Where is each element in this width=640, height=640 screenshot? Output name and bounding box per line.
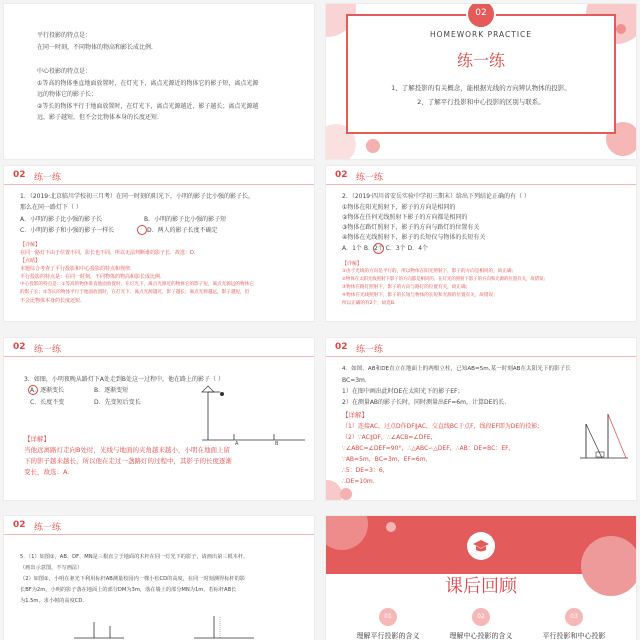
- question-line-2: BC=3m.: [342, 377, 367, 384]
- answer-line-5: ∴5：DE=3：6，: [342, 467, 389, 474]
- slide-header: [326, 338, 636, 357]
- slide-number: 02: [13, 520, 26, 530]
- point-b-label: B: [275, 441, 279, 447]
- option-a: A．逐渐变长: [30, 387, 65, 394]
- slide-title: 练一练: [356, 173, 384, 183]
- answer-line-2: 下的影子越来越长，所以他在走过一盏路灯的过程中，其影子的长度逐渐: [24, 457, 232, 465]
- answer-label: 【详解】: [20, 242, 41, 248]
- answer-line-1: 当他远离路灯走向B处时，光线与地面的夹角越来越小，小明在地面上留: [24, 446, 230, 454]
- answer-line-3: 平行投影的特点是：在同一时刻，不同物体的物高和影长成比例.: [20, 274, 162, 280]
- graduation-cap-icon: [467, 532, 495, 560]
- slide-title: 练一练: [356, 345, 384, 355]
- slide-review[interactable]: [326, 516, 636, 640]
- option-a: A．小明的影子比小强的影子长: [20, 216, 103, 223]
- answer-line-6: ∴DE=10m.: [342, 478, 375, 485]
- selected-answer-circle: [373, 243, 384, 254]
- slide-header: [326, 166, 636, 185]
- center-title: 中心投影的特点是：: [37, 68, 92, 75]
- center-line-1: ①等高的物体垂直地面放置时，在灯光下，离点光源近的物体它的影子短，离点光源: [37, 80, 259, 87]
- slide-header: [4, 516, 314, 535]
- pillars-diagram: [578, 408, 630, 464]
- answer-line-1: ①由于光线的方向是平行的，所以物体在阳光照射下，影子的方向是相同的，故正确；: [342, 269, 517, 274]
- point-number-3: 03: [570, 613, 578, 620]
- point-circle-3: [565, 608, 583, 626]
- answer-label: 【详解】: [342, 261, 363, 267]
- answer-line-1: （1）连接AC，过点D作DF∥AC，交直线BC于点F，线段EF即为DE的投影;: [342, 423, 540, 430]
- question-line-3: （2）如图②，小明在驱光下利用标杆AB测量校园内一棵小松CD的高度，在同一时刻测得标杆的影: [20, 576, 245, 582]
- statement-4: ④物体在光线照射下，影子的长短仅与物体的长短有关: [342, 234, 486, 241]
- question-line-1: 5．（1）如图①，AB、DF、MN是三根直立于地面的木杆在同一灯光下的影子，请画出第三根木杆。: [20, 554, 249, 560]
- answer-line-1: 在同一路灯下由于位置不同，影长也不同，所以无法判断谁的影子长．故选：D.: [20, 250, 196, 256]
- slide-title: 练一练: [34, 345, 62, 355]
- section-subtitle: HOMEWORK PRACTICE: [429, 30, 533, 39]
- answer-label-2: 【点睛】: [20, 258, 41, 264]
- goal-2: 2、了解平行投影和中心投影的区别与联系。: [417, 98, 545, 106]
- question-line-1: 2．（2019·四川省安岳实验中学初三期末）给出下列结论正确的有（ ）: [342, 193, 530, 200]
- point-circle-2: [472, 608, 490, 626]
- slide-number: 02: [13, 170, 26, 180]
- answer-line-2: 本题综合考查了平行投影和中心投影的特点和规律.: [20, 266, 132, 272]
- answer-line-5: 所以正确的有2个，故选B.: [342, 301, 396, 306]
- slide-header: [4, 166, 314, 185]
- point-number-2: 02: [477, 613, 485, 620]
- decor-circle: [326, 480, 342, 500]
- answer-line-4: ④物体在光线照射下，影子的长短与物体的长短和光源的位置有关，故错误；: [342, 293, 498, 298]
- parallel-title: 平行投影的特点是：: [37, 32, 92, 39]
- center-line-4: 远，影子越短，但不会比物体本身的长度还短.: [37, 114, 159, 121]
- question-line-1: 3．如图，小明夜晚从路灯下A处走到B处这一过程中，他在路上的影子（ ）: [24, 376, 224, 383]
- slide-projection-features[interactable]: [4, 4, 314, 159]
- slide-header: [4, 338, 314, 357]
- point-label-2: 理解中心投影的含义: [449, 632, 513, 640]
- goal-1: 1、了解投影的有关概念，能根据光线的方向辨认物体的投影。: [391, 84, 571, 92]
- review-title: 课后回顾: [445, 576, 517, 597]
- decor-circle: [386, 522, 396, 532]
- slide-exercise-1[interactable]: [4, 166, 314, 321]
- slide-title: 练一练: [34, 173, 62, 183]
- answer-line-3: ∵∠ABC=∠DEF=90°，∴△ABC∽△DEF，∴AB：DE=BC：EF，: [342, 445, 515, 452]
- point-a-label: A: [235, 441, 239, 447]
- option-d: D．两人的影子长度不确定: [147, 227, 218, 234]
- option-b: B．小明的影子比小强的影子短: [144, 216, 227, 223]
- slide-exercise-2[interactable]: [326, 166, 636, 321]
- cap-glyph: [472, 539, 490, 553]
- slide-title: 练一练: [34, 523, 62, 533]
- answer-label: 【详解】: [24, 435, 50, 443]
- slide-exercise-4[interactable]: [326, 338, 636, 500]
- question-line-4: 2）在测量AB的影子长时，同时测量出EF=6m，计算DE的长.: [342, 399, 507, 406]
- section-badge-number: 02: [475, 8, 487, 18]
- question-line-2: （画出示意图，不写画法）: [20, 565, 83, 571]
- option-c: C．小明的影子和小强的影子一样长: [20, 227, 115, 234]
- slide-number: 02: [335, 170, 348, 180]
- answer-label: 【详解】: [342, 411, 368, 419]
- answer-line-3: ③物体在路灯照射下，影子的方向与路灯的位置有关，故正确；: [342, 285, 471, 290]
- answer-line-4: 中心投影的特点是：①等高的物体垂直地面放置时，在灯光下，离点光源近的物体它的影子短，离点光源远的物体它: [20, 282, 254, 287]
- statement-3: ③物体在路灯照射下，影子的方向与路灯的位置有关: [342, 224, 480, 231]
- parallel-text: 在同一时刻，不同物体的物高和影长成比例.: [37, 44, 153, 51]
- slide-exercise-5[interactable]: [4, 516, 314, 640]
- statement-2: ②物体在任何光线照射下影子的方向都是相同的: [342, 214, 468, 221]
- answer-line-6: 不会比物体本身的长度还短.: [20, 298, 82, 304]
- point-number-1: 01: [384, 613, 392, 620]
- option-d: D．先变短后变长: [94, 399, 141, 406]
- decor-circle: [340, 488, 352, 500]
- answer-line-3: 变长，故选：A.: [24, 468, 70, 476]
- question-line-2: 那么在同一路灯下（ ）: [20, 204, 82, 211]
- slide-number: 02: [335, 342, 348, 352]
- point-label-3: 平行投影和中心投影: [542, 632, 606, 640]
- poles-diagram: [64, 614, 264, 640]
- answer-options: A．1个 B．2个 C．3个 D．4个: [342, 245, 429, 252]
- slide-section-cover[interactable]: [326, 4, 636, 159]
- selected-answer-circle: [137, 225, 147, 235]
- center-line-2: 远的物体它的影子长；: [37, 91, 98, 98]
- answer-line-2: （2）∵AC∥DF，∴∠ACB=∠DFE，: [342, 434, 437, 441]
- answer-line-2: ②物体在太阳光线照射下影子的方向都是相同的，在灯光的照射下影子的方向和光源的位置有关，故错误；: [342, 277, 548, 282]
- slide-exercise-3[interactable]: [4, 338, 314, 500]
- decor-circle: [366, 139, 380, 153]
- slide-number: 02: [13, 342, 26, 352]
- point-circle-1: [379, 608, 397, 626]
- section-title: 练一练: [456, 51, 505, 70]
- question-line-3: 1）在图中画出此时DE在太阳光下的影子EF；: [342, 388, 464, 395]
- question-line-1: 4．如图，AB和DE直立在地面上的两根立柱，已知AB=5m,某一时刻AB在太阳光下的影子长: [342, 366, 571, 372]
- question-line-1: 1．（2019·北京临川学校初三月考）在同一时刻的阳光下，小明的影子比小强的影子长，: [20, 193, 254, 200]
- statement-1: ①物体在阳光照射下，影子的方向是相同的: [342, 204, 456, 211]
- center-line-3: ②等长的物体平行于地面放置时，在灯光下，离点光源越近，影子越长；离点光源越: [37, 103, 259, 110]
- option-c: C．长度不变: [30, 399, 65, 406]
- question-line-4: 长BF为2m，小明的影子落在地面上的部分DM为3m，落在墙上的部分MN为1m，若标杆AB长: [20, 587, 237, 593]
- option-b: B．逐渐变短: [94, 387, 129, 394]
- answer-line-5: 的影子长；②等长的物体平行于地面放置时，在灯光下，离点光源越近，影子越长；离点光源越远，影子越短，但: [20, 290, 250, 295]
- answer-line-4: ∵AB=5m，BC=3m，EF=6m，: [342, 456, 432, 463]
- streetlight-diagram: [200, 384, 310, 446]
- point-label-1: 理解平行投影的含义: [356, 632, 420, 640]
- question-line-5: 为1.5m，求小树的高度CD.: [20, 598, 85, 604]
